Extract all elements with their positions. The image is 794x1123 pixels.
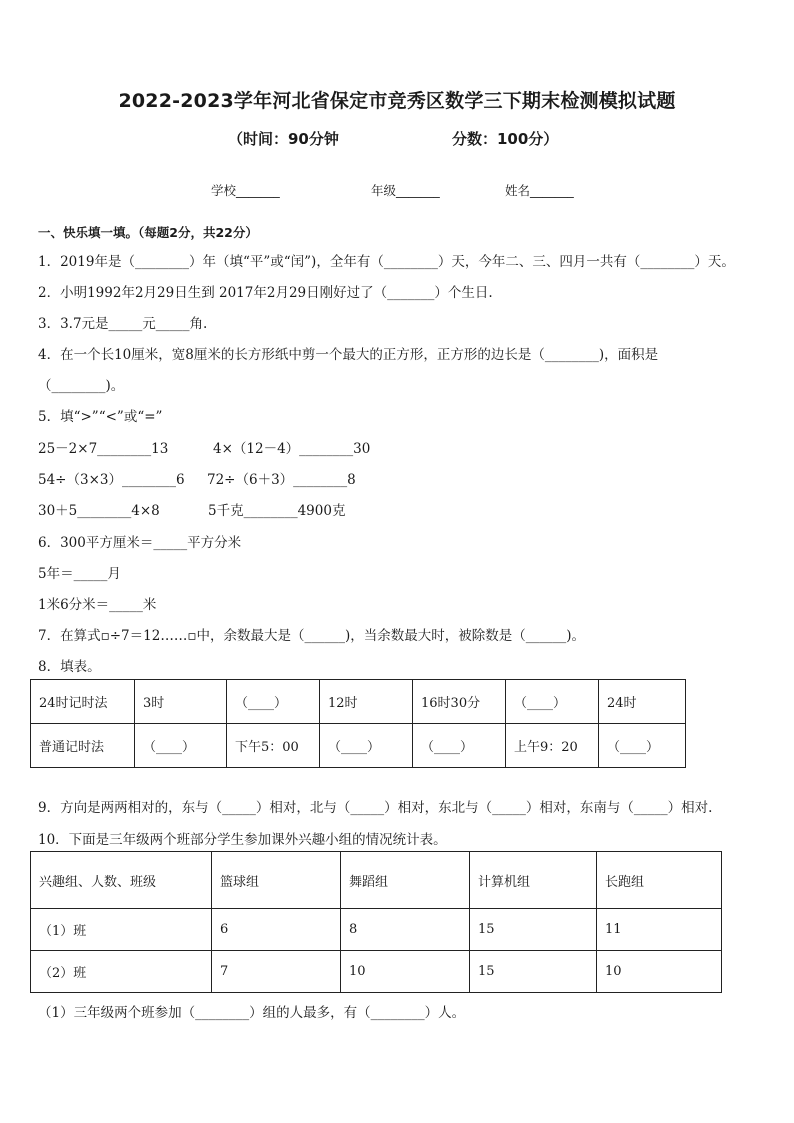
table-cell: 11: [597, 909, 722, 951]
question-6-part3: 1米6分米＝_____米: [38, 597, 157, 613]
table-cell: 10: [341, 951, 470, 993]
table-cell: 16时30分: [413, 680, 506, 724]
table-cell: 10: [597, 951, 722, 993]
time-limit: （时间：90分钟: [228, 130, 339, 148]
q5-item: 72÷（6＋3）________8: [207, 472, 356, 488]
table-cell: （____）: [135, 724, 227, 768]
table-cell: （____）: [599, 724, 686, 768]
grade-field: 年级_______: [371, 183, 440, 198]
q5-item: 25－2×7________13: [38, 441, 169, 457]
question-10: 10．下面是三年级两个班部分学生参加课外兴趣小组的情况统计表。: [38, 832, 447, 848]
question-1: 1．2019年是（________）年（填“平”或“闰”)，全年有（________）天，今年二、三、四月一共有（________）天。: [38, 254, 735, 270]
q5-item: 5千克________4900克: [208, 503, 346, 519]
table-cell: （____）: [320, 724, 413, 768]
table-header-cell: 篮球组: [212, 852, 341, 909]
table-row: [31, 724, 686, 768]
table-cell: （____）: [413, 724, 506, 768]
table-row: [31, 951, 722, 993]
question-10-sub1: （1）三年级两个班参加（________）组的人最多，有（________）人。: [38, 1005, 466, 1021]
table-cell: 3时: [135, 680, 227, 724]
question-4-line2: （________)。: [38, 378, 125, 394]
question-8: 8．填表。: [38, 659, 101, 675]
question-2: 2．小明1992年2月29日生到 2017年2月29日刚好过了（_______）个生日.: [38, 285, 493, 301]
section-heading: 一、快乐填一填。（每题2分，共22分）: [38, 225, 258, 240]
table-row: [31, 909, 722, 951]
table-cell: 8: [341, 909, 470, 951]
question-7: 7．在算式▫÷7＝12……▫中，余数最大是（______)，当余数最大时，被除数是（______)。: [38, 628, 585, 644]
q5-item: 54÷（3×3）________6: [38, 472, 185, 488]
table-header-cell: 长跑组: [597, 852, 722, 909]
table-header-cell: 计算机组: [470, 852, 597, 909]
total-score: 分数：100分）: [452, 130, 559, 148]
table-cell: 7: [212, 951, 341, 993]
table-header-cell: 舞蹈组: [341, 852, 470, 909]
exam-title: 2022-2023学年河北省保定市竞秀区数学三下期末检测模拟试题: [118, 90, 676, 112]
table-cell: （____）: [506, 680, 599, 724]
table-cell: 上午9：20: [506, 724, 599, 768]
table-cell: 15: [470, 951, 597, 993]
q5-item: 4×（12－4）________30: [213, 441, 371, 457]
table-cell: 24时: [599, 680, 686, 724]
table-header-row: [31, 852, 722, 909]
table-cell: 6: [212, 909, 341, 951]
question-6: 6．300平方厘米＝_____平方分米: [38, 535, 242, 551]
table-cell: 24时记时法: [31, 680, 135, 724]
table-cell: 普通记时法: [31, 724, 135, 768]
name-field: 姓名_______: [505, 183, 574, 198]
question-9: 9．方向是两两相对的，东与（_____）相对，北与（_____）相对，东北与（_____）相对，东南与（_____）相对.: [38, 800, 713, 816]
question-6-part2: 5年＝_____月: [38, 566, 121, 582]
table-cell: （2）班: [31, 951, 212, 993]
q5-item: 30＋5________4×8: [38, 503, 160, 519]
question-3: 3．3.7元是_____元_____角.: [38, 316, 208, 332]
question-5: 5．填“>”“<”或“=”: [38, 409, 163, 425]
school-field: 学校_______: [211, 183, 280, 198]
table-row: [31, 680, 686, 724]
table-cell: （____）: [227, 680, 320, 724]
time-conversion-table: [30, 679, 686, 768]
table-cell: （1）班: [31, 909, 212, 951]
table-cell: 12时: [320, 680, 413, 724]
table-header-cell: 兴趣组、人数、班级: [31, 852, 212, 909]
table-cell: 下午5：00: [227, 724, 320, 768]
table-cell: 15: [470, 909, 597, 951]
interest-group-table: [30, 851, 722, 993]
question-4-line1: 4．在一个长10厘米，宽8厘米的长方形纸中剪一个最大的正方形，正方形的边长是（________)，面积是: [38, 347, 659, 363]
